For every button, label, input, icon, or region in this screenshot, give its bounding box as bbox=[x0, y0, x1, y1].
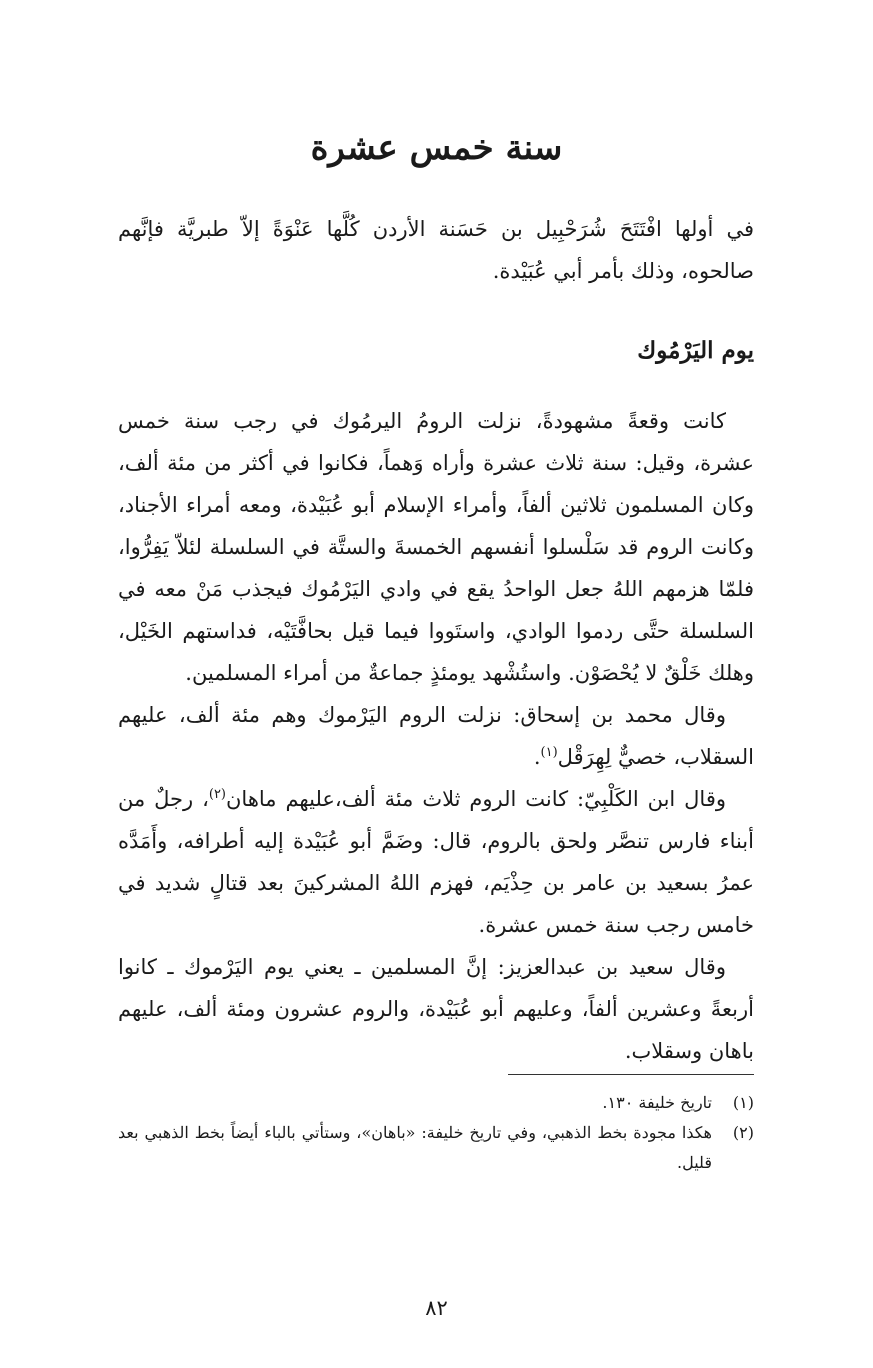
footnote-item bbox=[118, 1118, 754, 1178]
footnote-text: تاريخ خليفة ١٣٠. bbox=[602, 1093, 712, 1112]
footnote-mark: (٢) bbox=[732, 1123, 754, 1142]
paragraph-text: كانت وقعةً مشهودةً، نزلت الرومُ اليرمُوك في رجب سنة خمس عشرة، وقيل: سنة ثلاث عشرة وأراه وَهماً، فكانوا في أكثر من مئة ألف، وكان المسلمون ثلاثين ألفاً، وأمراء الإسلام أبو عُبَيْدة، ومعه أمراء الأجناد، وكانت الروم قد سَلْسلوا أنفسهم الخمسةَ والستَّة في السلسلة لئلاّ يَفِرُّوا، فلمّا هزمهم اللهُ جعل الواحدُ يقع في وادي اليَرْمُوك فيجذب مَنْ معه في السلسلة حتَّى ردموا الوادي، واستَووا فيما قيل بحافَّتَيْه، فداستهم الخَيْل، وهلك خَلْقٌ لا يُحْصَوْن. واستُشْهد يومئذٍ جماعةٌ من أمراء المسلمين. bbox=[118, 409, 754, 685]
paragraph-text: وقال سعيد بن عبدالعزيز: إنَّ المسلمين ـ يعني يوم اليَرْموك ـ كانوا أربعةً وعشرين ألفاً، وعليهم أبو عُبَيْدة، والروم عشرون ومئة ألف، عليهم باهان وسقلاب. bbox=[118, 955, 754, 1063]
paragraph-text: وقال محمد بن إسحاق: نزلت الروم اليَرْموك وهم مئة ألف، عليهم السقلاب، خصيٌّ لِهِرَقْل bbox=[118, 703, 754, 769]
body-paragraph bbox=[118, 778, 754, 946]
footnote-reference: (١) bbox=[540, 745, 558, 760]
section-heading: يوم اليَرْمُوك bbox=[637, 337, 754, 364]
body-paragraph bbox=[118, 946, 754, 1072]
footnote-mark: (١) bbox=[732, 1093, 754, 1112]
footnote-text: هكذا مجودة بخط الذهبي، وفي تاريخ خليفة: «باهان»، وستأتي بالباء أيضاً بخط الذهبي بعد قليل. bbox=[118, 1123, 712, 1172]
body-text bbox=[118, 400, 754, 1072]
page-number: ٨٢ bbox=[425, 1296, 448, 1320]
intro-paragraph: في أولها افْتَتَحَ شُرَحْبِيل بن حَسَنة الأردن كُلَّها عَنْوَةً إلاّ طبريَّة فإنَّهم صالحوه، وذلك بأمر أبي عُبَيْدة. bbox=[118, 217, 754, 283]
footnote-item bbox=[118, 1088, 754, 1118]
paragraph-text: وقال ابن الكَلْبِيّ: كانت الروم ثلاث مئة ألف،عليهم ماهان bbox=[226, 787, 727, 811]
page-title: سنة خمس عشرة bbox=[310, 128, 563, 168]
paragraph-text: ، رجلٌ من أبناء فارس تنصَّر ولحق بالروم، قال: وضَمَّ أبو عُبَيْدة إليه أطرافه، وأَمَدَّه عمرُ بسعيد بن عامر بن حِذْيَم، فهزم اللهُ المشركينَ بعد قتالٍ شديد في خامس رجب سنة خمس عشرة. bbox=[118, 787, 754, 937]
body-paragraph bbox=[118, 400, 754, 694]
body-paragraph bbox=[118, 694, 754, 778]
footnotes bbox=[118, 1088, 754, 1178]
footnote-divider bbox=[508, 1074, 754, 1075]
footnote-reference: (٢) bbox=[208, 787, 226, 802]
paragraph-text: . bbox=[533, 745, 541, 769]
